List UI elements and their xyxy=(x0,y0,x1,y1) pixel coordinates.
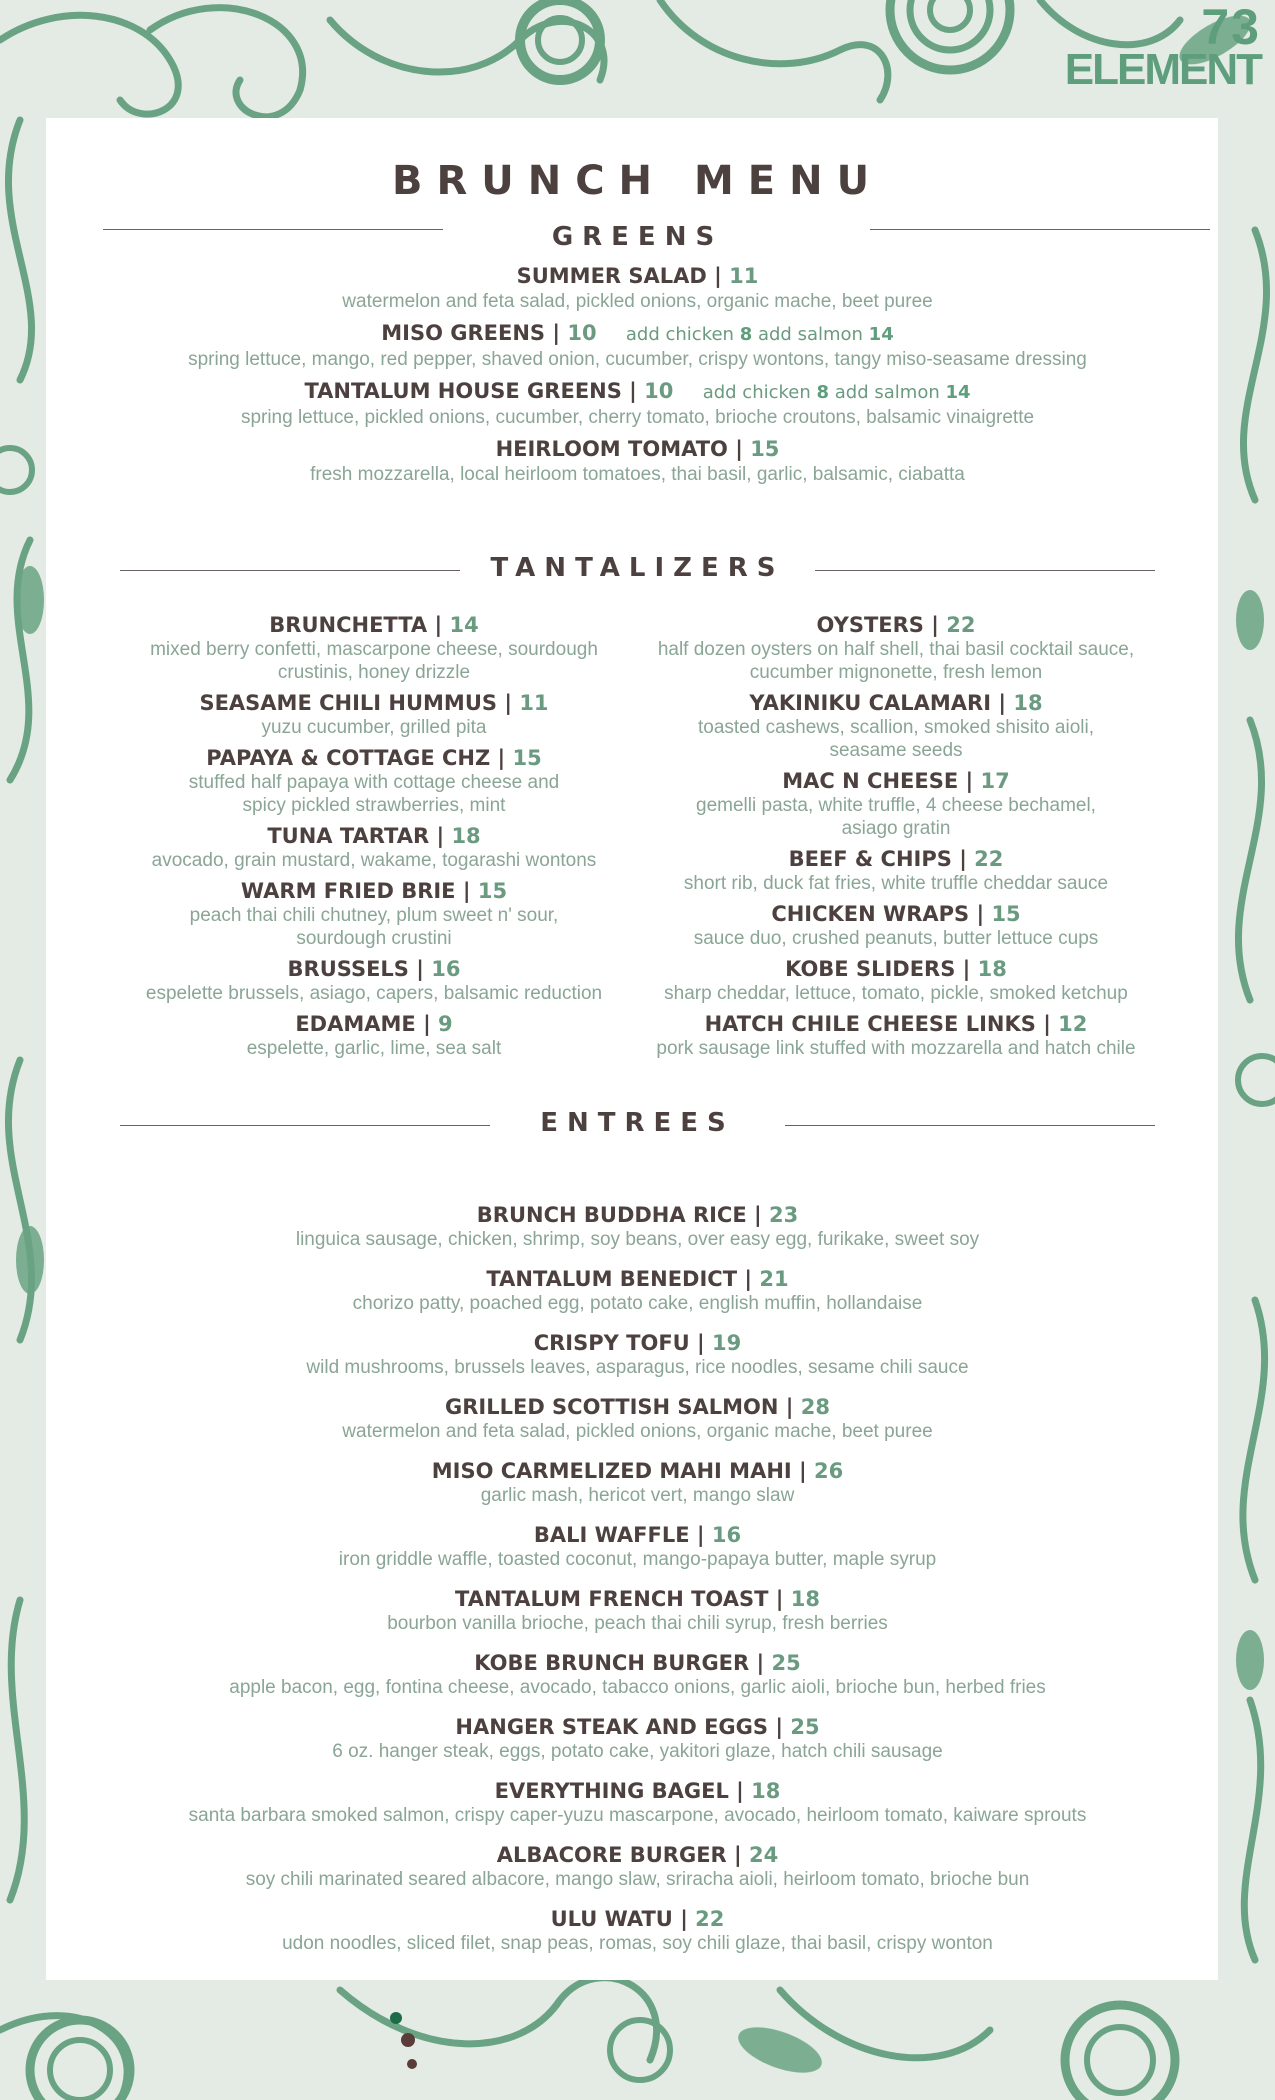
item-name: YAKINIKU CALAMARI xyxy=(749,691,992,715)
item-price: 15 xyxy=(991,902,1021,926)
item-description: watermelon and feta salad, pickled onions, organic mache, beet puree xyxy=(342,1421,933,1442)
menu-item: EDAMAME | 9 espelette, garlic, lime, sea salt xyxy=(124,1011,624,1060)
item-description: cucumber mignonette, fresh lemon xyxy=(749,662,1043,683)
item-description: sourdough crustini xyxy=(296,928,452,949)
item-name: SEASAME CHILI HUMMUS xyxy=(199,691,498,715)
item-price: 18 xyxy=(790,1587,820,1611)
item-description: udon noodles, sliced filet, snap peas, romas, soy chili glaze, thai basil, crispy wonton xyxy=(282,1933,993,1954)
item-description: spicy pickled strawberries, mint xyxy=(242,795,506,816)
item-description: stuffed half papaya with cottage cheese and xyxy=(188,772,560,793)
item-description: chorizo patty, poached egg, potato cake, english muffin, hollandaise xyxy=(352,1293,923,1314)
item-description: sharp cheddar, lettuce, tomato, pickle, smoked ketchup xyxy=(664,983,1128,1004)
item-price: 21 xyxy=(759,1267,789,1291)
item-name: SUMMER SALAD xyxy=(516,264,707,288)
item-description: garlic mash, hericot vert, mango slaw xyxy=(480,1485,795,1506)
item-price: 25 xyxy=(771,1651,801,1675)
item-description: santa barbara smoked salmon, crispy caper-yuzu mascarpone, avocado, heirloom tomato, kaiware sprouts xyxy=(188,1805,1087,1826)
menu-item: TUNA TARTAR | 18 avocado, grain mustard, wakame, togarashi wontons xyxy=(124,823,624,872)
item-description: spring lettuce, pickled onions, cucumber, cherry tomato, brioche croutons, balsamic vinaigrette xyxy=(240,407,1035,428)
item-price: 17 xyxy=(980,769,1010,793)
greens-list xyxy=(60,263,1215,486)
item-description: seasame seeds xyxy=(829,740,963,761)
menu-item: HATCH CHILE CHEESE LINKS | 12 pork sausage link stuffed with mozzarella and hatch chile xyxy=(636,1011,1156,1060)
tantalizers-heading: TANTALIZERS xyxy=(490,553,785,583)
menu-item: KOBE SLIDERS | 18 sharp cheddar, lettuce, tomato, pickle, smoked ketchup xyxy=(636,956,1156,1005)
item-name: TANTALUM HOUSE GREENS xyxy=(304,379,622,403)
logo-number: 73 xyxy=(1201,0,1261,55)
item-addons: add chicken 8 add salmon 14 xyxy=(625,324,894,345)
item-description: wild mushrooms, brussels leaves, asparagus, rice noodles, sesame chili sauce xyxy=(306,1357,969,1378)
menu-item: CRISPY TOFU | 19 wild mushrooms, brussels leaves, asparagus, rice noodles, sesame chili sauce xyxy=(80,1330,1195,1379)
item-description: pork sausage link stuffed with mozzarella and hatch chile xyxy=(656,1038,1136,1059)
item-name: BRUNCH BUDDHA RICE xyxy=(476,1203,747,1227)
item-name: TANTALUM BENEDICT xyxy=(486,1267,738,1291)
item-price: 24 xyxy=(749,1843,779,1867)
item-name: BEEF & CHIPS xyxy=(788,847,952,871)
menu-item: KOBE BRUNCH BURGER | 25 apple bacon, egg, fontina cheese, avocado, tabacco onions, garlic aioli, brioche bun, herbed fries xyxy=(80,1650,1195,1699)
item-addons: add chicken 8 add salmon 14 xyxy=(702,382,971,403)
menu-item: BRUNCH BUDDHA RICE | 23 linguica sausage, chicken, shrimp, soy beans, over easy egg, furikake, sweet soy xyxy=(80,1202,1195,1251)
item-price: 12 xyxy=(1058,1012,1088,1036)
menu-item: GRILLED SCOTTISH SALMON | 28 watermelon and feta salad, pickled onions, organic mache, beet puree xyxy=(80,1394,1195,1443)
item-price: 26 xyxy=(814,1459,844,1483)
item-description: toasted cashews, scallion, smoked shisito aioli, xyxy=(697,717,1095,738)
item-name: HATCH CHILE CHEESE LINKS xyxy=(704,1012,1036,1036)
item-name: KOBE BRUNCH BURGER xyxy=(474,1651,750,1675)
menu-item: BRUNCHETTA | 14 mixed berry confetti, mascarpone cheese, sourdough crustinis, honey drizzle xyxy=(124,612,624,684)
menu-item: HEIRLOOM TOMATO | 15 fresh mozzarella, local heirloom tomatoes, thai basil, garlic, balsamic, ciabatta xyxy=(60,436,1215,486)
menu-item: ALBACORE BURGER | 24 soy chili marinated seared albacore, mango slaw, sriracha aioli, heirloom tomato, brioche bun xyxy=(80,1842,1195,1891)
menu-item: PAPAYA & COTTAGE CHZ | 15 stuffed half papaya with cottage cheese and spicy pickled strawberries, mint xyxy=(124,745,624,817)
item-description: asiago gratin xyxy=(841,818,951,839)
item-name: GRILLED SCOTTISH SALMON xyxy=(444,1395,779,1419)
item-name: BRUSSELS xyxy=(287,957,409,981)
item-description: avocado, grain mustard, wakame, togarashi wontons xyxy=(151,850,597,871)
menu-item: HANGER STEAK AND EGGS | 25 6 oz. hanger steak, eggs, potato cake, yakitori glaze, hatch chili sausage xyxy=(80,1714,1195,1763)
logo-wordmark: ELEMENT xyxy=(1064,45,1261,94)
item-price: 18 xyxy=(751,1779,781,1803)
item-name: BRUNCHETTA xyxy=(269,613,428,637)
item-price: 18 xyxy=(1013,691,1043,715)
item-name: KOBE SLIDERS xyxy=(785,957,956,981)
item-price: 28 xyxy=(800,1395,831,1419)
item-description: short rib, duck fat fries, white truffle cheddar sauce xyxy=(683,873,1109,894)
item-description: bourbon vanilla brioche, peach thai chili syrup, fresh berries xyxy=(387,1613,888,1634)
item-name: BALI WAFFLE xyxy=(533,1523,690,1547)
menu-item: CHICKEN WRAPS | 15 sauce duo, crushed peanuts, butter lettuce cups xyxy=(636,901,1156,950)
item-price: 25 xyxy=(790,1715,820,1739)
item-description: sauce duo, crushed peanuts, butter lettuce cups xyxy=(693,928,1099,949)
item-price: 11 xyxy=(729,264,759,288)
menu-item: MISO CARMELIZED MAHI MAHI | 26 garlic mash, hericot vert, mango slaw xyxy=(80,1458,1195,1507)
menu-item: TANTALUM HOUSE GREENS | 10 add chicken 8 add salmon 14 spring lettuce, pickled onions, cucumber, cherry tomato, brioche croutons, balsamic vinaigrette xyxy=(60,378,1215,429)
item-name: CHICKEN WRAPS xyxy=(771,902,970,926)
item-name: HEIRLOOM TOMATO xyxy=(495,437,728,461)
menu-item: EVERYTHING BAGEL | 18 santa barbara smoked salmon, crispy caper-yuzu mascarpone, avocado, heirloom tomato, kaiware sprouts xyxy=(80,1778,1195,1827)
item-description: watermelon and feta salad, pickled onions, organic mache, beet puree xyxy=(342,291,933,312)
item-price: 22 xyxy=(946,613,976,637)
menu-item: BALI WAFFLE | 16 iron griddle waffle, toasted coconut, mango-papaya butter, maple syrup xyxy=(80,1522,1195,1571)
menu-item: ULU WATU | 22 udon noodles, sliced filet, snap peas, romas, soy chili glaze, thai basil, crispy wonton xyxy=(80,1906,1195,1955)
item-name: ALBACORE BURGER xyxy=(496,1843,727,1867)
item-price: 23 xyxy=(768,1203,799,1227)
item-description: half dozen oysters on half shell, thai basil cocktail sauce, xyxy=(657,639,1135,660)
menu-item: TANTALUM BENEDICT | 21 chorizo patty, poached egg, potato cake, english muffin, hollandaise xyxy=(80,1266,1195,1315)
page-title: BRUNCH MENU xyxy=(391,158,884,204)
item-name: PAPAYA & COTTAGE CHZ xyxy=(206,746,491,770)
item-price: 22 xyxy=(974,847,1004,871)
entrees-list xyxy=(80,1202,1195,1970)
menu-item: BEEF & CHIPS | 22 short rib, duck fat fries, white truffle cheddar sauce xyxy=(636,846,1156,895)
item-description: peach thai chili chutney, plum sweet n' sour, xyxy=(189,905,559,926)
item-name: EVERYTHING BAGEL xyxy=(494,1779,729,1803)
menu-item: OYSTERS | 22 half dozen oysters on half shell, thai basil cocktail sauce, cucumber mignonette, fresh lemon xyxy=(636,612,1156,684)
item-name: HANGER STEAK AND EGGS xyxy=(455,1715,769,1739)
item-name: ULU WATU xyxy=(550,1907,673,1931)
item-price: 19 xyxy=(712,1331,742,1355)
entrees-heading: ENTREES xyxy=(540,1108,735,1138)
item-price: 14 xyxy=(449,613,479,637)
item-price: 16 xyxy=(431,957,461,981)
item-description: gemelli pasta, white truffle, 4 cheese bechamel, xyxy=(696,795,1096,816)
item-name: TANTALUM FRENCH TOAST xyxy=(455,1587,769,1611)
menu-item: SUMMER SALAD | 11 watermelon and feta salad, pickled onions, organic mache, beet puree xyxy=(60,263,1215,313)
item-description: apple bacon, egg, fontina cheese, avocado, tabacco onions, garlic aioli, brioche bun, herbed fries xyxy=(229,1677,1046,1698)
item-name: MISO GREENS xyxy=(381,321,546,345)
item-name: CRISPY TOFU xyxy=(533,1331,690,1355)
item-description: mixed berry confetti, mascarpone cheese, sourdough xyxy=(150,639,598,660)
item-name: MISO CARMELIZED MAHI MAHI xyxy=(431,1459,792,1483)
item-description: linguica sausage, chicken, shrimp, soy beans, over easy egg, furikake, sweet soy xyxy=(295,1229,980,1250)
item-description: crustinis, honey drizzle xyxy=(277,662,471,683)
item-name: WARM FRIED BRIE xyxy=(240,879,456,903)
item-name: OYSTERS xyxy=(816,613,924,637)
item-price: 10 xyxy=(567,321,597,345)
menu-item: WARM FRIED BRIE | 15 peach thai chili chutney, plum sweet n' sour, sourdough crustini xyxy=(124,878,624,950)
item-price: 15 xyxy=(512,746,542,770)
item-name: MAC N CHEESE xyxy=(782,769,959,793)
item-description: soy chili marinated seared albacore, mango slaw, sriracha aioli, heirloom tomato, brioche bun xyxy=(245,1869,1030,1890)
menu-item: MISO GREENS | 10 add chicken 8 add salmon 14 spring lettuce, mango, red pepper, shaved onion, cucumber, crispy wontons, tangy miso-seasame dressing xyxy=(60,320,1215,371)
menu-item: SEASAME CHILI HUMMUS | 11 yuzu cucumber, grilled pita xyxy=(124,690,624,739)
item-description: iron griddle waffle, toasted coconut, mango-papaya butter, maple syrup xyxy=(338,1549,937,1570)
item-price: 18 xyxy=(977,957,1007,981)
item-description: espelette brussels, asiago, capers, balsamic reduction xyxy=(145,983,603,1004)
menu-item: TANTALUM FRENCH TOAST | 18 bourbon vanilla brioche, peach thai chili syrup, fresh berries xyxy=(80,1586,1195,1635)
item-price: 16 xyxy=(711,1523,742,1547)
item-description: espelette, garlic, lime, sea salt xyxy=(246,1038,502,1059)
item-price: 22 xyxy=(695,1907,725,1931)
item-description: 6 oz. hanger steak, eggs, potato cake, yakitori glaze, hatch chili sausage xyxy=(332,1741,943,1762)
item-name: TUNA TARTAR xyxy=(267,824,430,848)
item-price: 18 xyxy=(451,824,481,848)
item-price: 9 xyxy=(438,1012,453,1036)
greens-heading: GREENS xyxy=(551,222,724,252)
tantalizers-right-column xyxy=(636,612,1156,1066)
item-price: 11 xyxy=(519,691,549,715)
tantalizers-left-column xyxy=(124,612,624,1066)
menu-item: MAC N CHEESE | 17 gemelli pasta, white truffle, 4 cheese bechamel, asiago gratin xyxy=(636,768,1156,840)
item-description: fresh mozzarella, local heirloom tomatoes, thai basil, garlic, balsamic, ciabatta xyxy=(310,464,965,485)
item-price: 10 xyxy=(644,379,674,403)
item-name: EDAMAME xyxy=(295,1012,416,1036)
item-price: 15 xyxy=(477,879,508,903)
item-price: 15 xyxy=(750,437,780,461)
item-description: spring lettuce, mango, red pepper, shaved onion, cucumber, crispy wontons, tangy miso-seasame dressing xyxy=(188,349,1087,370)
item-description: yuzu cucumber, grilled pita xyxy=(261,717,487,738)
menu-item: YAKINIKU CALAMARI | 18 toasted cashews, scallion, smoked shisito aioli, seasame seeds xyxy=(636,690,1156,762)
menu-item: BRUSSELS | 16 espelette brussels, asiago, capers, balsamic reduction xyxy=(124,956,624,1005)
